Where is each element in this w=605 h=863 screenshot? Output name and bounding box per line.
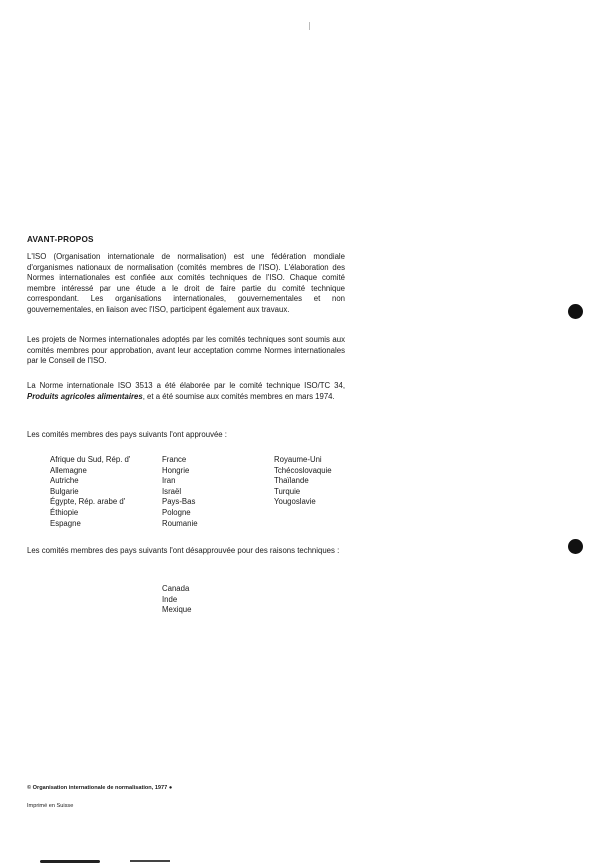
approved-countries-column-3	[274, 455, 332, 508]
country-item: Pays-Bas	[162, 497, 196, 507]
paragraph-disapproved-intro	[27, 546, 345, 557]
country-item: France	[162, 455, 187, 464]
scan-mark	[309, 22, 310, 30]
country-item: Éthiopie	[50, 507, 79, 517]
country-item: Tchécoslovaquie	[274, 465, 332, 475]
country-item: Roumanie	[162, 518, 198, 528]
country-item: Afrique du Sud, Rép. d'	[50, 455, 131, 464]
country-item: Royaume-Uni	[274, 455, 322, 464]
paragraph-approved-intro	[27, 430, 345, 441]
country-item: Israël	[162, 486, 182, 496]
paragraph-standard-origin	[27, 381, 345, 402]
country-item: Iran	[162, 476, 176, 486]
country-item: Égypte, Rép. arabe d'	[50, 497, 126, 507]
paragraph-text-part: , et a été soumise aux comités membres en mars 1974.	[142, 391, 335, 401]
approved-countries-column-2	[162, 455, 198, 529]
country-item: Pologne	[162, 507, 191, 517]
paragraph-text	[27, 381, 345, 402]
country-item: Espagne	[50, 518, 81, 528]
punch-hole-mark	[568, 539, 583, 554]
section-heading: AVANT-PROPOS	[27, 235, 94, 244]
disapproved-countries-list	[162, 584, 191, 616]
printed-notice: Imprimé en Suisse	[27, 803, 74, 809]
approved-countries-column-1	[50, 455, 130, 529]
paragraph-text: Les comités membres des pays suivants l'ont désapprouvée pour des raisons techniques :	[27, 546, 340, 555]
country-item: Autriche	[50, 476, 79, 486]
paragraph-text: Les projets de Normes internationales adoptés par les comités techniques sont soumis aux comités membres pour approbation, avant leur acceptation comme Normes internationales par le Conseil de l'ISO.	[27, 335, 345, 366]
paragraph-draft-standards	[27, 335, 345, 367]
country-item: Turquie	[274, 486, 301, 496]
copyright-notice: © Organisation internationale de normalisation, 1977 ●	[27, 785, 173, 791]
country-item: Hongrie	[162, 465, 190, 475]
punch-hole-mark	[568, 304, 583, 319]
country-item: Allemagne	[50, 465, 87, 475]
country-item: Yougoslavie	[274, 497, 316, 507]
scan-edge-mark	[130, 860, 170, 862]
country-item: Thaïlande	[274, 476, 309, 486]
paragraph-iso-intro	[27, 252, 345, 316]
paragraph-text: Les comités membres des pays suivants l'ont approuvée :	[27, 430, 227, 439]
country-item: Inde	[162, 594, 178, 604]
country-item: Canada	[162, 584, 190, 593]
paragraph-text-part: La Norme internationale ISO 3513 a été élaborée par le comité technique ISO/TC 34,	[27, 381, 345, 390]
committee-title: Produits agricoles alimentaires	[27, 391, 143, 401]
paragraph-text: L'ISO (Organisation internationale de normalisation) est une fédération mondiale d'organismes nationaux de normalisation (comités membres de l'ISO). L'élaboration des Normes internationales est confiée aux comités techniques de l'ISO. Chaque comité membre intéressé par une étude a le droit de faire partie du comité technique correspondant. Les organisations internationales, gouvernementales et non gouvernementales, en liaison avec l'ISO, participent également aux travaux.	[27, 252, 345, 314]
country-item: Bulgarie	[50, 486, 79, 496]
country-item: Mexique	[162, 605, 192, 615]
